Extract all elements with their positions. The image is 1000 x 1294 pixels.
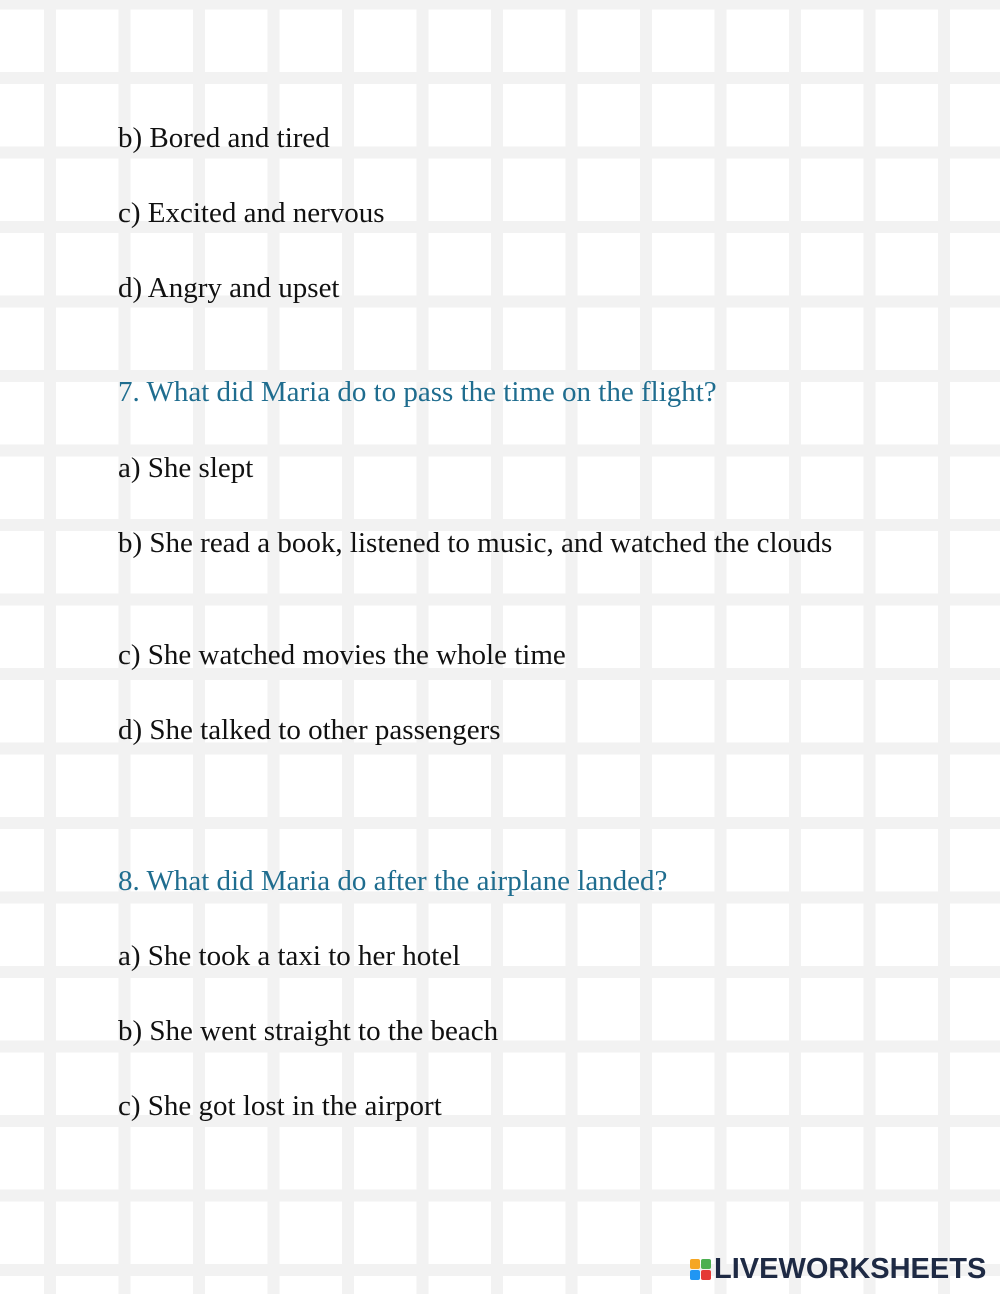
option-q7-b: b) She read a book, listened to music, and watched the clouds [118,527,833,559]
option-q6-c: c) Excited and nervous [118,197,385,229]
option-q8-c: c) She got lost in the airport [118,1090,442,1122]
option-q7-a: a) She slept [118,452,254,484]
option-q8-b: b) She went straight to the beach [118,1015,499,1047]
question-8: 8. What did Maria do after the airplane landed? [118,865,668,897]
option-q7-d: d) She talked to other passengers [118,714,501,746]
worksheet-content [118,0,882,1294]
liveworksheets-logo[interactable] [690,1252,986,1286]
option-q6-b: b) Bored and tired [118,122,330,154]
option-q8-a: a) She took a taxi to her hotel [118,940,461,972]
logo-text: LIVEWORKSHEETS [714,1253,987,1285]
logo-mark-icon [690,1259,711,1280]
option-q6-d: d) Angry and upset [118,272,340,304]
question-7: 7. What did Maria do to pass the time on the flight? [118,376,717,408]
option-q7-c: c) She watched movies the whole time [118,639,566,671]
